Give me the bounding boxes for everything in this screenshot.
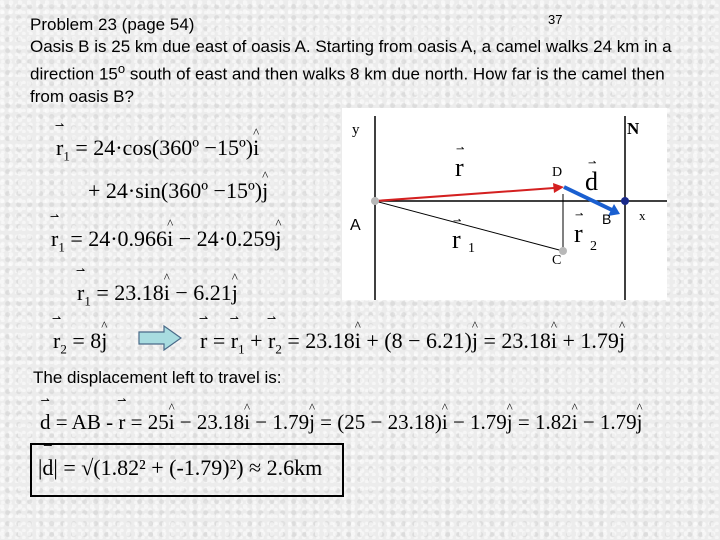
problem-title: Problem 23 (page 54)	[30, 15, 195, 34]
r2-vector-mark: ⇀	[575, 210, 584, 221]
r2-subscript: 2	[60, 341, 67, 357]
vector-diagram	[342, 108, 667, 300]
r1-numeric-a: = 24·0.966	[70, 226, 168, 251]
r-sum-equation	[200, 328, 625, 357]
problem-text-part2: south of east and then walks 8 km due north. How far is the camel then from oasis B?	[30, 64, 665, 106]
label-r: r	[455, 153, 464, 182]
r-vector-arrowhead	[553, 183, 564, 193]
r1-result-equation	[77, 280, 238, 309]
j-hat-6: ^ j	[619, 328, 625, 354]
problem-text-part1: Oasis B is 25 km due east of oasis A. Starting from oasis A, a camel walks 24 km in a direction 15	[30, 37, 672, 84]
r1-equation-line2	[88, 178, 268, 204]
problem-text	[30, 36, 700, 108]
i-hat-3: ^ i	[164, 280, 170, 306]
r1-numeric-b: − 24·0.259	[173, 226, 276, 251]
d-eq8: − 1.79	[577, 410, 637, 434]
j-hat-3: ^ j	[232, 280, 238, 306]
d-vector-mark: ⇀	[588, 158, 597, 169]
i-hat-8: ^ i	[244, 410, 250, 435]
r-sum-val3: = 23.18	[477, 328, 551, 353]
d-eq4: − 1.79	[249, 410, 310, 434]
magnitude-result: ≈ 2.6km	[243, 455, 323, 480]
i-hat-9: ^ i	[442, 410, 448, 435]
label-y: y	[352, 122, 360, 138]
label-d-vector: d	[585, 167, 598, 196]
magnitude-equation: |⇀ d| = √(1.82² + (-1.79)²) ≈ 2.6km	[38, 455, 322, 481]
r1-line1-text: = 24·cos(360º −15º)	[75, 135, 254, 160]
r-vector-arrow	[375, 188, 554, 201]
r1-line2-text: + 24·sin(360º −15º)	[88, 178, 263, 203]
d-eq1: = AB -	[50, 410, 119, 434]
r-vector-mark: ⇀	[456, 144, 465, 155]
d-eq6: − 1.79	[447, 410, 507, 434]
r-sum-val1: = 23.18	[281, 328, 355, 353]
j-hat-5: ^ j	[472, 328, 478, 354]
r2-symbol: ⇀ r	[53, 328, 60, 354]
r1-equation-line1	[56, 135, 259, 164]
label-r1-sub: 1	[468, 241, 475, 256]
r1-vector-mark: ⇀	[453, 216, 462, 227]
j-hat-7: ^ j	[309, 410, 315, 435]
problem-statement	[30, 14, 700, 108]
j-hat-8: ^ j	[507, 410, 513, 435]
r1-subscript: 1	[63, 148, 70, 164]
d-symbol-2: ⇀ d	[42, 455, 53, 481]
j-hat: ^ j	[262, 178, 268, 204]
r1-symbol-3: ⇀ r	[77, 280, 84, 306]
r1-subscript-2: 1	[58, 239, 65, 255]
label-c: C	[552, 253, 562, 268]
implies-arrow-icon	[138, 325, 182, 356]
d-eq3: − 23.18	[174, 410, 245, 434]
r-symbol: ⇀ r	[200, 328, 207, 354]
r1-result-b: − 6.21	[169, 280, 232, 305]
slide-number: 37	[548, 12, 563, 27]
d-eq7: = 1.82	[512, 410, 572, 434]
i-hat-6: ^ i	[551, 328, 557, 354]
j-hat-9: ^ j	[637, 410, 643, 435]
r-sum-val2: + (8 − 6.21)	[360, 328, 472, 353]
r-symbol-2: ⇀ r	[118, 410, 125, 435]
label-a: A	[350, 217, 361, 234]
r-sum-plus: +	[244, 328, 268, 353]
label-x: x	[639, 208, 646, 223]
i-hat: ^ i	[253, 135, 259, 161]
d-equation	[40, 410, 643, 435]
d-eq2: = 25	[125, 410, 169, 434]
label-n: N	[627, 119, 640, 138]
travel-text: The displacement left to travel is:	[33, 368, 282, 387]
point-a	[371, 197, 379, 205]
magnitude-formula: = √(1.82² + (-1.79)²)	[57, 455, 244, 480]
r1-symbol: ⇀ r	[56, 135, 63, 161]
r1-subscript-4: 1	[238, 341, 245, 357]
degree-superscript: o	[117, 61, 126, 76]
i-hat-10: ^ i	[572, 410, 578, 435]
r1-symbol-2: ⇀ r	[51, 226, 58, 252]
r1-symbol-4: ⇀ r	[231, 328, 238, 354]
label-r2: r	[574, 219, 583, 248]
r2-equation	[53, 328, 107, 357]
label-r2-sub: 2	[590, 239, 597, 254]
i-hat-2: ^ i	[167, 226, 173, 252]
r-sum-val4: + 1.79	[557, 328, 619, 353]
d-symbol: ⇀ d	[40, 410, 51, 435]
i-hat-7: ^ i	[169, 410, 175, 435]
label-r1: r	[452, 225, 461, 254]
r1-subscript-3: 1	[84, 293, 91, 309]
r2-value: = 8	[72, 328, 102, 353]
label-b: B	[602, 211, 612, 227]
r1-numeric-equation	[51, 226, 282, 255]
r2-subscript-2: 2	[275, 341, 282, 357]
j-hat-4: ^ j	[101, 328, 107, 354]
point-b	[621, 197, 629, 205]
r-sum-eq: =	[207, 328, 231, 353]
r1-result-a: = 23.18	[96, 280, 164, 305]
i-hat-5: ^ i	[355, 328, 361, 354]
d-eq5: = (25 − 23.18)	[314, 410, 442, 434]
j-hat-2: ^ j	[275, 226, 281, 252]
label-d: D	[552, 165, 563, 180]
r2-symbol-2: ⇀ r	[268, 328, 275, 354]
